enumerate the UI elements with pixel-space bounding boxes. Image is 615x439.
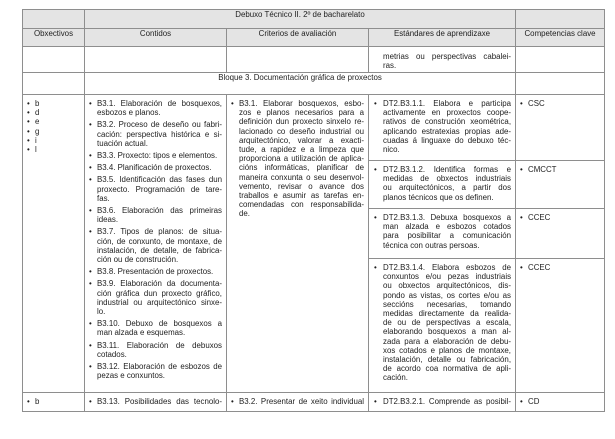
title-right-cell [516, 10, 605, 29]
text-line: ou arquitectónicos, a partir dos [383, 183, 512, 193]
content-item-text [97, 163, 222, 172]
text-line: vemento, revisar o avance dos [239, 181, 364, 191]
bullet: • [89, 340, 92, 350]
text-line: ideas. [97, 215, 119, 225]
competence-list [516, 161, 604, 174]
text-line: B3.11. Elaboración de debuxos [97, 340, 222, 350]
competence-cell [516, 161, 605, 209]
competence-list [516, 95, 604, 108]
text-line: cións informáticas, planificar de [239, 163, 364, 173]
competence-item [520, 213, 600, 222]
content-item-text [97, 175, 222, 203]
text-line: CMCCT [528, 165, 557, 174]
text-line: CCEC [528, 213, 551, 222]
standard-item [374, 165, 511, 202]
text-line: de ou de perspectivas a escala, [383, 318, 512, 328]
content-item [89, 319, 222, 337]
bullet: • [89, 120, 92, 130]
header-standards: Estándares de aprendizaxe [369, 29, 516, 47]
text-line: DT2.B3.2.1. Comprende as posibil- [383, 397, 512, 406]
objective-item-text [35, 127, 80, 136]
text-line: B3.1. Elaboración de bosquexos, [97, 99, 222, 108]
objective-item [27, 145, 80, 154]
text-line: arquitectónico, valorar a exacti- [239, 135, 364, 145]
criteria-cell [227, 95, 369, 393]
content-row [23, 95, 605, 161]
header-contents: Contidos [85, 29, 227, 47]
standard-item-text [383, 397, 511, 406]
contents-list [85, 393, 226, 406]
criterion-item [231, 397, 364, 406]
content-item-text [97, 319, 222, 337]
content-item-text [97, 227, 222, 264]
content-item [89, 279, 222, 316]
objectives-cell [23, 393, 85, 412]
text-line: lo. [97, 307, 106, 317]
contents-cell [85, 393, 227, 412]
text-line: seccións necesarias, tomando [383, 299, 512, 309]
continuation-criteria-cell [227, 47, 369, 73]
text-line: tuación actual. [97, 138, 148, 148]
text-line: B3.8. Presentación de proxectos. [97, 267, 214, 277]
competence-list [516, 209, 604, 222]
text-line: lacionado co deseño industrial ou [239, 126, 364, 136]
criterion-item-text [239, 397, 364, 406]
criteria-list [227, 95, 368, 219]
objectives-list [23, 95, 84, 154]
bullet: • [89, 175, 92, 185]
text-line: CSC [528, 99, 545, 108]
next-row [23, 393, 605, 412]
text-line: B3.1. Elaborar bosquexos, esbo- [239, 99, 364, 108]
bullet: • [374, 397, 377, 406]
text-line: aplicando estratexias propias ade- [383, 126, 512, 136]
standard-list [369, 209, 515, 250]
text-line: cación: perspectiva histórica e si- [97, 129, 222, 139]
content-item [89, 206, 222, 224]
standard-item-text [383, 213, 511, 250]
text-line: l [35, 145, 37, 155]
header-row [23, 29, 605, 47]
content-item [89, 267, 222, 276]
bullet: • [89, 267, 92, 277]
text-line: CD [528, 397, 540, 406]
text-line: instalación, detalle ou fabricación, [383, 355, 512, 365]
standard-item [374, 397, 511, 406]
criterion-item-text [239, 99, 364, 219]
text-line: de. [239, 209, 250, 219]
bullet: • [520, 99, 523, 108]
text-line: pezas e conxuntos. [97, 371, 165, 381]
text-line: man alzada e esbozos cotados [383, 222, 512, 232]
content-item-text [97, 151, 222, 160]
standard-cell [369, 393, 516, 412]
text-line: b [35, 397, 40, 406]
text-line: esbozos e planos. [97, 108, 161, 118]
competence-item [520, 165, 600, 174]
block-title: Bloque 3. Documentación gráfica de proxectos [85, 73, 516, 95]
bullet: • [27, 117, 30, 127]
bullet: • [374, 165, 377, 174]
text-line: B3.3. Proxecto: tipos e elementos. [97, 151, 218, 161]
text-line: fas. [97, 193, 110, 203]
text-line: nico. [383, 145, 400, 155]
standard-cell [369, 95, 516, 161]
criteria-cell [227, 393, 369, 412]
objective-item-text [35, 397, 80, 406]
content-item [89, 99, 222, 117]
bullet: • [27, 135, 30, 145]
text-line: e [35, 117, 40, 127]
text-line: industrial ou arquitectónico sinxe- [97, 297, 222, 307]
competence-cell [516, 209, 605, 259]
content-item-text [97, 120, 222, 148]
continuation-standard-text [369, 47, 515, 70]
objective-item-text [35, 99, 80, 108]
text-line: metrias ou perspectivas cabalei- [383, 52, 512, 61]
text-line: elaborando bosquexos a man al- [383, 327, 512, 337]
block-left-cell [23, 73, 85, 95]
text-line: g [35, 126, 40, 136]
objective-item [27, 127, 80, 136]
competence-item-text [528, 397, 600, 406]
block-right-cell [516, 73, 605, 95]
content-item-text [97, 341, 222, 359]
content-item [89, 227, 222, 264]
text-line: traballos e asumir as tarefas en- [239, 191, 364, 201]
bullet: • [374, 99, 377, 108]
text-line: ción, de conxunto, de montaxe, de [97, 236, 222, 246]
text-line: DT2.B3.1.1. Elabora e participa [383, 99, 512, 108]
content-item [89, 362, 222, 380]
text-line: DT2.B3.1.4. Elabora esbozos de [383, 263, 512, 272]
text-line: cuadas á linguaxe do debuxo téc- [383, 135, 512, 145]
text-line: xos cotados e planos de montaxe, [383, 345, 512, 355]
bullet: • [89, 99, 92, 108]
content-item [89, 341, 222, 359]
text-line: de acordo coa normativa de apli- [383, 364, 512, 374]
standard-item [374, 213, 511, 250]
contents-cell [85, 95, 227, 393]
title-row [23, 10, 605, 29]
standard-item-text [383, 263, 511, 383]
text-line: B3.9. Elaboración da documenta- [97, 279, 222, 289]
content-item-text [97, 279, 222, 316]
text-line: CCEC [528, 263, 551, 272]
content-item-text [97, 267, 222, 276]
text-line: conxuntos e/ou pezas industriais [383, 272, 512, 282]
text-line: activamente en proxectos coope- [383, 108, 512, 118]
objective-item-text [35, 117, 80, 126]
header-competences: Competencias clave [516, 29, 605, 47]
bullet: • [27, 99, 30, 108]
text-line: proxecto. Programación de tare- [97, 184, 222, 194]
criterion-item [231, 99, 364, 219]
bullet: • [231, 99, 234, 108]
bullet: • [27, 108, 30, 118]
content-item-text [97, 362, 222, 380]
table-title: Debuxo Técnico II. 2º de bacharelato [85, 10, 516, 29]
title-left-cell [23, 10, 85, 29]
competence-cell [516, 95, 605, 161]
text-line: pondo as vistas, os cortes e/ou as [383, 290, 512, 300]
objective-item [27, 108, 80, 117]
curriculum-table [22, 9, 605, 412]
text-line: B3.6. Elaboración das primeiras [97, 206, 222, 216]
bullet: • [89, 397, 92, 406]
continuation-row [23, 47, 605, 73]
header-criteria: Criterios de avaliación [227, 29, 369, 47]
standard-item-text [383, 165, 511, 202]
bullet: • [89, 163, 92, 173]
bullet: • [89, 227, 92, 237]
text-line: DT2.B3.1.3. Debuxa bosquexos a [383, 213, 512, 222]
text-line: cotados. [97, 349, 127, 359]
text-line: zada para a elaboración de debu- [383, 336, 512, 346]
text-line: comendadas con responsabilida- [239, 200, 364, 210]
text-line: B3.10. Debuxo de bosquexos a [97, 319, 222, 329]
standard-cell [369, 259, 516, 393]
objective-item [27, 397, 80, 406]
bullet: • [27, 145, 30, 155]
competence-list [516, 259, 604, 272]
competence-item [520, 263, 600, 272]
content-item [89, 397, 222, 406]
objective-item-text [35, 108, 80, 117]
text-line: medidas de obxectos industriais [383, 174, 512, 184]
competence-item-text [528, 263, 600, 272]
text-line: b [35, 99, 40, 108]
bullet: • [374, 213, 377, 222]
text-line: para posibilitar a comunicación [383, 231, 512, 241]
objective-item [27, 117, 80, 126]
bullet: • [89, 362, 92, 372]
text-line: zos e planos necesarios para a [239, 108, 364, 118]
competence-item-text [528, 99, 600, 108]
bullet: • [27, 397, 30, 406]
standard-list [369, 161, 515, 202]
text-line: B3.7. Tipos de planos: de situa- [97, 227, 222, 237]
standard-item [374, 99, 511, 154]
text-line: d [35, 108, 40, 118]
objective-item [27, 136, 80, 145]
continuation-objectives-cell [23, 47, 85, 73]
contents-list [85, 95, 226, 380]
standard-list [369, 95, 515, 154]
text-line: cación. [383, 373, 409, 383]
header-objectives: Obxectivos [23, 29, 85, 47]
content-item [89, 120, 222, 148]
objective-item [27, 99, 80, 108]
continuation-competences-cell [516, 47, 605, 73]
text-line: definición dun proxecto sinxelo re- [239, 117, 364, 127]
objective-item-text [35, 136, 80, 145]
text-line: ras. [383, 61, 397, 71]
text-line: medidas directamente da realida- [383, 309, 512, 319]
bullet: • [520, 213, 523, 222]
standard-cell [369, 209, 516, 259]
bullet: • [231, 397, 234, 406]
criteria-list [227, 393, 368, 406]
text-line: B3.2. Presentar de xeito individual [239, 397, 364, 406]
objective-item-text [35, 145, 80, 154]
text-line: B3.5. Identificación das fases dun [97, 175, 222, 185]
content-item-text [97, 397, 222, 406]
text-line: rativos de construción xeométrica, [383, 117, 512, 127]
text-line: B3.13. Posibilidades das tecnolo- [97, 397, 222, 406]
continuation-standards-cell [369, 47, 516, 73]
content-item [89, 163, 222, 172]
competence-item [520, 397, 600, 406]
bullet: • [520, 263, 523, 272]
text-line: ou obxectos arquitectónicos, dis- [383, 281, 512, 291]
content-item-text [97, 206, 222, 224]
text-line: B3.2. Proceso de deseño ou fabri- [97, 120, 222, 130]
continuation-contents-cell [85, 47, 227, 73]
text-line: maneira conxunta o seu desenvol- [239, 172, 364, 182]
text-line: planos técnicos que os definen. [383, 192, 494, 202]
text-line: ción gráfica dun proxecto gráfico, [97, 288, 222, 298]
text-line: proporciona a utilización de aplica- [239, 154, 364, 164]
competence-item [520, 99, 600, 108]
competence-item-text [528, 165, 600, 174]
bullet: • [520, 165, 523, 174]
content-item-text [97, 99, 222, 117]
text-line: técnica con outras persoas. [383, 240, 480, 250]
text-line: instalación, de detalle, de fabrica- [97, 245, 222, 255]
text-line: man alzada e esquemas. [97, 328, 186, 338]
standard-list [369, 393, 515, 406]
competence-list [516, 393, 604, 406]
text-line: tude, a rapidez e a limpeza que [239, 145, 364, 155]
block-row [23, 73, 605, 95]
bullet: • [89, 279, 92, 289]
text-line: i [35, 135, 37, 145]
bullet: • [89, 319, 92, 329]
bullet: • [520, 397, 523, 406]
bullet: • [89, 151, 92, 161]
standard-item [374, 263, 511, 383]
standard-list [369, 259, 515, 383]
text-line: B3.4. Planificación de proxectos. [97, 163, 212, 173]
standard-cell [369, 161, 516, 209]
competence-cell [516, 393, 605, 412]
text-line: DT2.B3.1.2. Identifica formas e [383, 165, 512, 174]
objectives-list [23, 393, 84, 406]
content-item [89, 151, 222, 160]
text-line: B3.12. Elaboración de esbozos de [97, 362, 222, 372]
bullet: • [27, 126, 30, 136]
objectives-cell [23, 95, 85, 393]
competence-item-text [528, 213, 600, 222]
text-line: ción ou de construción. [97, 255, 179, 265]
bullet: • [374, 263, 377, 272]
competence-cell [516, 259, 605, 393]
bullet: • [89, 206, 92, 216]
standard-item-text [383, 99, 511, 154]
content-item [89, 175, 222, 203]
